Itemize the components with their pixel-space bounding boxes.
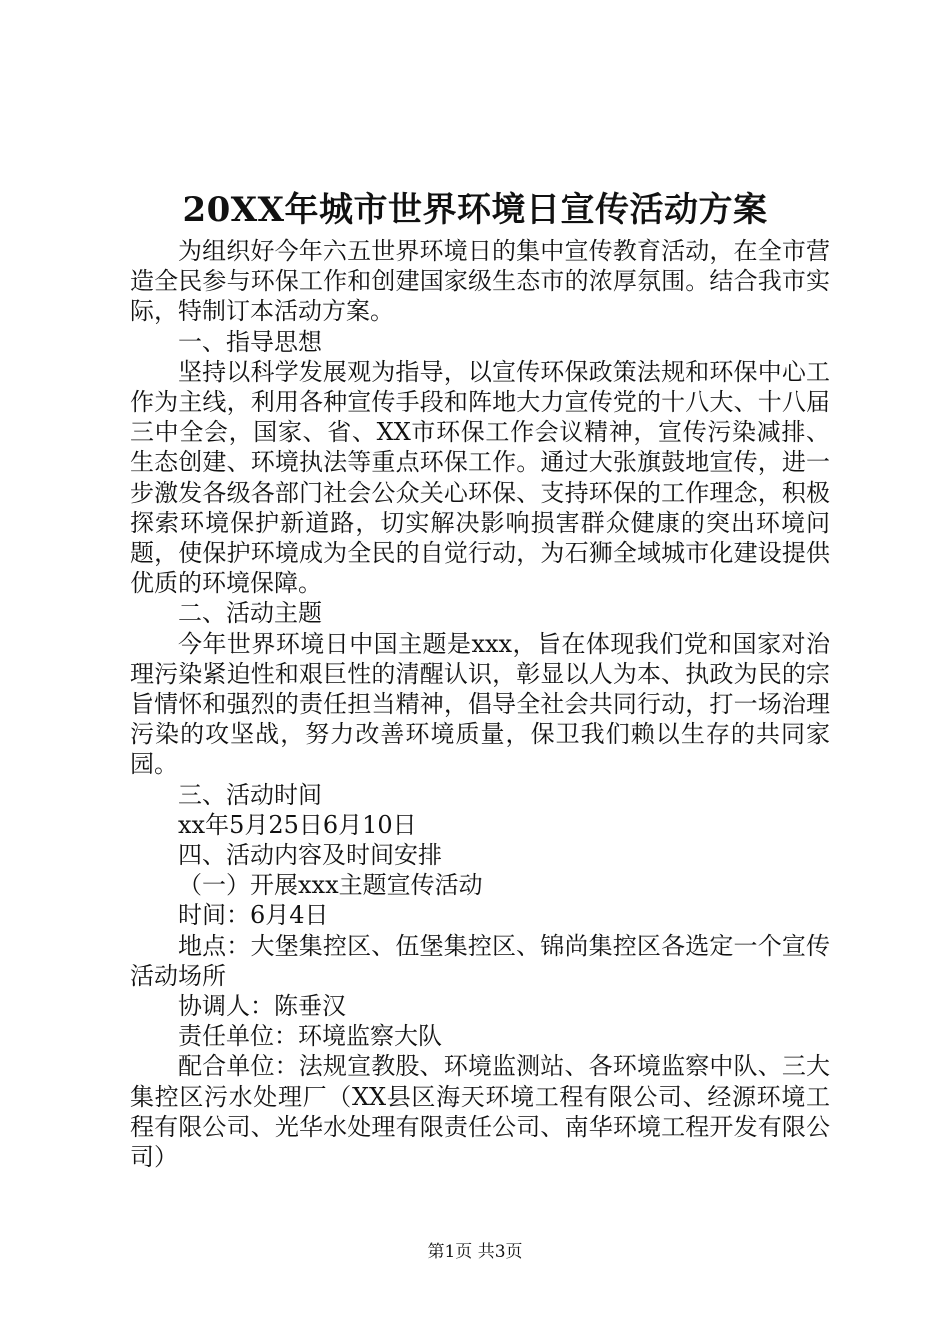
page-footer: 第1页 共3页: [427, 1242, 523, 1262]
line-coordinator: 协调人：陈垂汉: [178, 992, 346, 1021]
subheading-theme-promotion: （一）开展xxx主题宣传活动: [178, 871, 483, 900]
paragraph-activity-theme: 今年世界环境日中国主题是xxx，旨在体现我们党和国家对治理污染紧迫性和艰巨性的清醒认识，彰显以人为本、执政为民的宗旨情怀和强烈的责任担当精神，倡导全社会共同行动，打一场治理污染的攻坚战，努力改善环境质量，保卫我们赖以生存的共同家园。: [130, 629, 830, 779]
line-responsible-unit: 责任单位：环境监察大队: [178, 1022, 442, 1051]
document-body: [130, 236, 830, 1172]
heading-activity-content: 四、活动内容及时间安排: [178, 841, 442, 870]
line-cooperating-units: 配合单位：法规宣教股、环境监测站、各环境监察中队、三大集控区污水处理厂（XX县区海天环境工程有限公司、经源环境工程有限公司、光华水处理有限责任公司、南华环境工程开发有限公司）: [130, 1052, 830, 1172]
paragraph-activity-time: xx年5月25日6月10日: [178, 810, 417, 839]
heading-activity-theme: 二、活动主题: [178, 599, 322, 628]
paragraph-intro: 为组织好今年六五世界环境日的集中宣传教育活动，在全市营造全民参与环保工作和创建国家级生态市的浓厚氛围。结合我市实际，特制订本活动方案。: [130, 237, 830, 326]
line-location: 地点：大堡集控区、伍堡集控区、锦尚集控区各选定一个宣传活动场所: [130, 931, 830, 990]
line-time: 时间：6月4日: [178, 901, 329, 930]
heading-activity-time: 三、活动时间: [178, 780, 322, 809]
paragraph-guiding-ideology: 坚持以科学发展观为指导，以宣传环保政策法规和环保中心工作为主线，利用各种宣传手段和阵地大力宣传党的十八大、十八届三中全会，国家、省、XX市环保工作会议精神，宣传污染减排、生态创建、环境执法等重点环保工作。通过大张旗鼓地宣传，进一步激发各级各部门社会公众关心环保、支持环保的工作理念，积极探索环境保护新道路，切实解决影响损害群众健康的突出环境问题，使保护环境成为全民的自觉行动，为石狮全域城市化建设提供优质的环境保障。: [130, 357, 830, 598]
document-title: 20XX年城市世界环境日宣传活动方案: [182, 190, 768, 230]
heading-guiding-ideology: 一、指导思想: [178, 327, 322, 356]
